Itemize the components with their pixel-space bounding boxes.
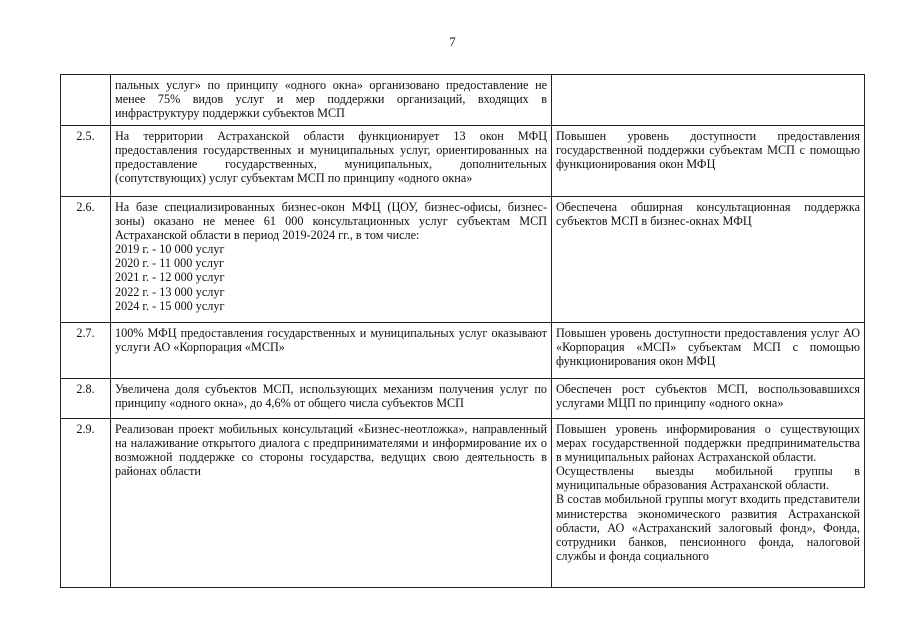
row-description: пальных услуг» по принципу «одного окна» организовано предоставление не менее 75% видов услуг и мер поддержки организаций, входящих в инфраструктуру поддержки субъектов МСП xyxy=(111,75,552,126)
table-row xyxy=(61,197,865,323)
year-line: 2020 г. - 11 000 услуг xyxy=(115,256,225,271)
year-line: 2021 г. - 12 000 услуг xyxy=(115,270,225,285)
table-row xyxy=(61,379,865,419)
page-number: 7 xyxy=(449,34,456,49)
row-number: 2.8. xyxy=(61,379,111,419)
table-row xyxy=(61,323,865,379)
row-number: 2.9. xyxy=(61,419,111,588)
row-number: 2.7. xyxy=(61,323,111,379)
table-row xyxy=(61,75,865,126)
result-paragraph: В состав мобильной группы могут входить представители министерства экономического развития Астраханской области, АО «Астраханский залоговый фонд», Фонда, сотрудники банков, пенсионного фонда, налоговой службы и фонда социального xyxy=(556,492,860,563)
row-number xyxy=(61,75,111,126)
row-result: Повышен уровень доступности предоставления услуг АО «Корпорация «МСП» субъектам МСП с помощью функционирования окон МФЦ xyxy=(552,323,865,379)
row-result xyxy=(552,75,865,126)
year-line: 2022 г. - 13 000 услуг xyxy=(115,284,225,299)
year-line: 2024 г. - 15 000 услуг xyxy=(115,298,225,313)
row-description xyxy=(111,197,552,323)
result-paragraph: Повышен уровень информирования о существующих мерах государственной поддержки предпринимательства в муниципальных районах Астраханской области. xyxy=(556,422,860,465)
row-result: Обеспечена обширная консультационная поддержка субъектов МСП в бизнес-окнах МФЦ xyxy=(552,197,865,323)
row-description: Реализован проект мобильных консультаций «Бизнес-неотложка», направленный на налаживание открытого диалога с предпринимателями и информирование их о возможной поддержке со стороны государства, ведущих свою деятельность в районах области xyxy=(111,419,552,588)
row-result xyxy=(552,419,865,588)
row-description-text: На базе специализированных бизнес-окон МФЦ (ЦОУ, бизнес-офисы, бизнес-зоны) оказано не менее 61 000 консультационных услуг субъектам МСП Астраханской области в период 2019-2024 гг., в том числе: xyxy=(115,200,547,243)
measures-table xyxy=(60,74,865,588)
row-description: Увеличена доля субъектов МСП, использующих механизм получения услуг по принципу «одного окна», до 4,6% от общего числа субъектов МСП xyxy=(111,379,552,419)
row-number: 2.5. xyxy=(61,126,111,197)
row-description: 100% МФЦ предоставления государственных и муниципальных услуг оказывают услуги АО «Корпорация «МСП» xyxy=(111,323,552,379)
row-result: Повышен уровень доступности предоставления государственной поддержки субъектам МСП с помощью функционирования окон МФЦ xyxy=(552,126,865,197)
row-description: На территории Астраханской области функционирует 13 окон МФЦ предоставления государственных и муниципальных услуг, ориентированных на предоставление государственных, муниципальных, дополнительных (сопутствующих) услуг субъектам МСП по принципу «одного окна» xyxy=(111,126,552,197)
row-number: 2.6. xyxy=(61,197,111,323)
year-line: 2019 г. - 10 000 услуг xyxy=(115,242,225,257)
result-paragraph: Осуществлены выезды мобильной группы в муниципальные образования Астраханской области. xyxy=(556,464,860,493)
table-row xyxy=(61,126,865,197)
row-result: Обеспечен рост субъектов МСП, воспользовавшихся услугами МЦП по принципу «одного окна» xyxy=(552,379,865,419)
table-row xyxy=(61,419,865,588)
